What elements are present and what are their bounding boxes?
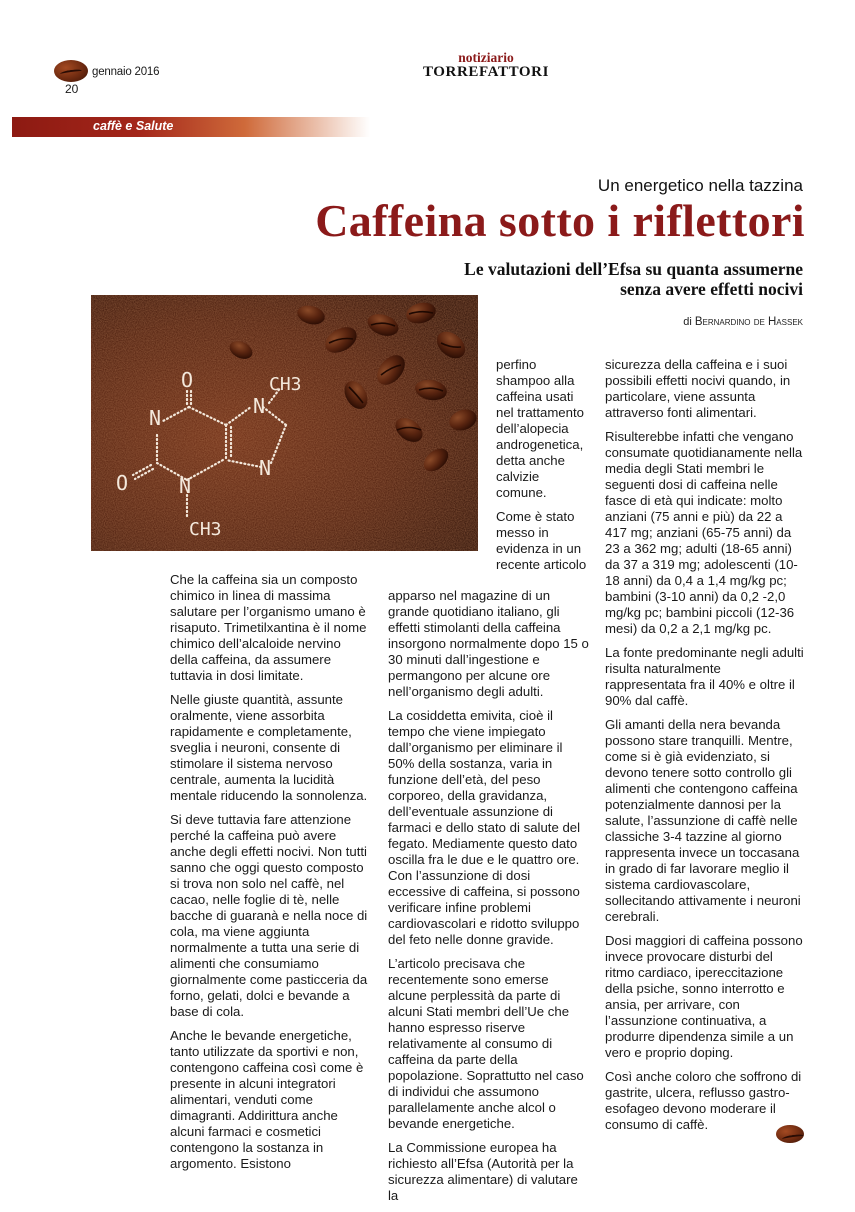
photo-illustration [91, 295, 478, 551]
paragraph: Così anche coloro che soffrono di gastrite, ulcera, reflusso gastro-esofageo devono moderare il consumo di caffè. [605, 1069, 802, 1132]
molecule-label: O [116, 471, 129, 495]
end-mark-coffee-bean-icon [776, 1125, 804, 1143]
article-column-2 [388, 588, 589, 1212]
paragraph: La fonte predominante negli adulti risulta naturalmente rappresentata fra il 40% e oltre il 90% dal caffè. [605, 645, 804, 708]
article-kicker: Un energetico nella tazzina [597, 176, 803, 195]
paragraph: perfino shampoo alla caffeina usati nel trattamento dell’alopecia androgenetica, detta anche calvizie comune. [496, 357, 584, 500]
paragraph: Risulterebbe infatti che vengano consumate quotidianamente nella media degli Stati membri le seguenti dosi di caffeina nelle fasce di età qui indicate: molto anziani (75 anni e più) da 22 a 417 mg; anziani (65-75 anni) da 23 a 362 mg; adulti (18-65 anni) da 37 a 319 mg; adolescenti (10-18 anni) da 0,4 a 1,4 mg/kg pc; bambini (3-10 anni) da 0,2 -2,0 mg/kg pc; bambini piccoli (12-36 mesi) da 0,2 a 2,1 mg/kg pc. [605, 429, 803, 636]
paragraph: Che la caffeina sia un composto chimico in linea di massima salutare per l’organismo umano è risaputo. Trimetilxantina è il nome chimico dell’alcaloide nervino della caffeina, da assumere tuttavia in dosi limitate. [170, 572, 367, 683]
byline [683, 316, 803, 328]
molecule-label: CH3 [189, 519, 222, 540]
paragraph: La cosiddetta emivita, cioè il tempo che viene impiegato dall’organismo per eliminare il 50% della sostanza, varia in funzione dell’età, del peso corporeo, della gravidanza, dell’eventuale assunzione di farmaci e dello stato di salute del fegato. Mediamente questo dato oscilla fra le due e le quattro ore. Con l’assunzione di dosi eccessive di caffeina, si possono verificare infine problemi cardiovascolari e ridotto sviluppo del feto nelle donne gravide. [388, 708, 581, 947]
section-label: caffè e Salute [93, 119, 174, 133]
masthead-bottom: TORREFATTORI [422, 64, 550, 80]
section-bar [12, 117, 370, 137]
issue-date: gennaio 2016 [92, 66, 160, 78]
paragraph: Si deve tuttavia fare attenzione perché la caffeina può avere anche degli effetti nocivi. Non tutti sanno che oggi questo composto si trova non solo nel caffè, nel cacao, nelle foglie di tè, nelle bacche di guaranà e nella noce di cola, ma viene aggiunta normalmente a tutta una serie di alimenti che consumiamo giornalmente come pasticceria da forno, gelati, dolci e bevande a base di cola. [170, 812, 368, 1019]
paragraph: Gli amanti della nera bevanda possono stare tranquilli. Mentre, come si è già evidenziato, si devono tenere sotto controllo gli alimenti che contengono caffeina potenzialmente dannosi per la salute, l’assunzione di caffè nelle classiche 3-4 tazzine al giorno rappresenta invece un toccasana in grado di far lavorare meglio il sistema cardiovascolare, sollecitando attivamente i neuroni cerebrali. [605, 717, 801, 924]
masthead-top: notiziario [458, 50, 514, 65]
molecule-label: N [259, 456, 272, 480]
caffeine-molecule-photo [91, 295, 478, 551]
molecule-label: N [149, 406, 162, 430]
page-number: 20 [65, 82, 79, 96]
paragraph: apparso nel magazine di un grande quotidiano italiano, gli effetti stimolanti della caffeina insorgono normalmente dopo 15 o 30 minuti dall’ingestione e permangono per alcune ore nell’organismo degli adulti. [388, 588, 589, 699]
article-column-2-narrow [496, 357, 588, 581]
molecule-label: N [179, 474, 192, 498]
molecule-label: CH3 [269, 374, 302, 395]
molecule-label: N [253, 394, 266, 418]
paragraph: Anche le bevande energetiche, tanto utilizzate da sportivi e non, contengono caffeina così come è presente in alcuni integratori alimentari, venduti come dimagranti. Addirittura anche alcuni farmaci e cosmetici contengono la sostanza in argomento. Esistono [170, 1028, 364, 1171]
coffee-bean-icon [54, 60, 88, 82]
paragraph: Nelle giuste quantità, assunte oralmente, viene assorbita rapidamente e completamente, sveglia i neuroni, consente di stimolare il sistema nervoso centrale, aumenta la lucidità mentale riducendo la sonnolenza. [170, 692, 368, 803]
paragraph: Dosi maggiori di caffeina possono invece provocare disturbi del ritmo cardiaco, ipereccitazione della psiche, sonno interrotto e ansia, per arrivare, con l’assunzione continuativa, a produrre dipendenza simile a un vero e proprio doping. [605, 933, 803, 1060]
paragraph: Come è stato messo in evidenza in un recente articolo [496, 509, 587, 572]
paragraph: La Commissione europea ha richiesto all’Efsa (Autorità per la sicurezza alimentare) di valutare la [388, 1140, 578, 1203]
article-subtitle [283, 259, 803, 299]
masthead [418, 51, 554, 80]
author-name: Bernardino de Hassek [694, 316, 803, 328]
subtitle-line-1: Le valutazioni dell’Efsa su quanta assumerne [464, 259, 803, 279]
article-title: Caffeina sotto i riflettori [315, 195, 805, 246]
byline-prefix: di [683, 316, 692, 328]
article-column-3 [605, 357, 805, 1141]
molecule-label: O [181, 368, 194, 392]
paragraph: L’articolo precisava che recentemente sono emerse alcune perplessità da parte di alcuni Stati membri dell’Ue che hanno espresso riserve relativamente al consumo di caffeina da parte della popolazione. Soprattutto nel caso di individui che assumono parallelamente anche alcol o bevande energetiche. [388, 956, 584, 1131]
subtitle-line-2: senza avere effetti nocivi [620, 279, 803, 299]
paragraph: sicurezza della caffeina e i suoi possibili effetti nocivi quando, in particolare, viene assunta attraverso fonti alimentari. [605, 357, 791, 420]
article-column-1 [170, 572, 370, 1180]
